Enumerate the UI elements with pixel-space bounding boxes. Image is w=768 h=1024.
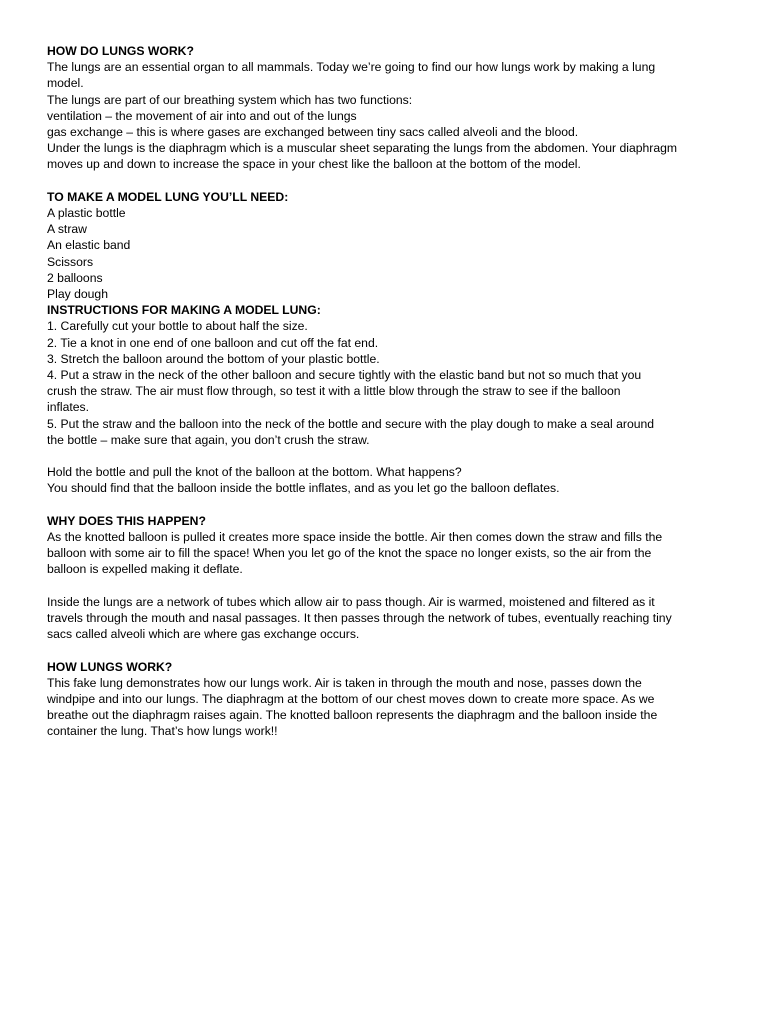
material-item: 2 balloons <box>47 270 103 285</box>
material-item: A straw <box>47 222 87 237</box>
material-item: A plastic bottle <box>47 206 126 221</box>
instruction-line: 2. Tie a knot in one end of one balloon and cut off the fat end. <box>47 335 379 350</box>
inside-line: travels through the mouth and nasal passages. It then passes through the network of tubes, eventually reaching tiny <box>47 611 672 626</box>
document-page <box>47 43 727 740</box>
test-line: Hold the bottle and pull the knot of the balloon at the bottom. What happens? <box>47 465 462 480</box>
how-line: windpipe and into our lungs. The diaphragm at the bottom of our chest moves down to create more space. As we <box>47 692 655 707</box>
heading-why-does-this-happen: WHY DOES THIS HAPPEN? <box>47 513 206 528</box>
why-line: As the knotted balloon is pulled it creates more space inside the bottle. Air then comes down the straw and fills the <box>47 530 663 545</box>
instruction-line: 5. Put the straw and the balloon into the neck of the bottle and secure with the play dough to make a seal around <box>47 416 655 431</box>
intro-line: Under the lungs is the diaphragm which is a muscular sheet separating the lungs from the abdomen. Your diaphragm <box>47 141 678 156</box>
instruction-line: inflates. <box>47 400 90 415</box>
how-line: breathe out the diaphragm raises again. The knotted balloon represents the diaphragm and the balloon inside the <box>47 708 658 723</box>
why-line: balloon is expelled making it deflate. <box>47 562 243 577</box>
instruction-line: crush the straw. The air must flow through, so test it with a little blow through the straw to see if the balloon <box>47 384 621 399</box>
intro-line: model. <box>47 76 84 91</box>
heading-instructions: INSTRUCTIONS FOR MAKING A MODEL LUNG: <box>47 303 321 318</box>
heading-how-lungs-work: HOW LUNGS WORK? <box>47 659 173 674</box>
paragraph-gap <box>47 578 727 594</box>
instruction-line: 3. Stretch the balloon around the bottom of your plastic bottle. <box>47 351 380 366</box>
inside-line: Inside the lungs are a network of tubes which allow air to pass though. Air is warmed, moistened and filtered as it <box>47 594 655 609</box>
material-item: Scissors <box>47 254 94 269</box>
material-item: An elastic band <box>47 238 131 253</box>
instruction-line: 4. Put a straw in the neck of the other balloon and secure tightly with the elastic band but not so much that you <box>47 368 642 383</box>
material-item: Play dough <box>47 287 108 302</box>
how-line: This fake lung demonstrates how our lungs work. Air is taken in through the mouth and nose, passes down the <box>47 675 642 690</box>
paragraph-gap <box>47 173 727 189</box>
inside-line: sacs called alveoli which are where gas exchange occurs. <box>47 627 360 642</box>
intro-line: The lungs are an essential organ to all mammals. Today we’re going to find our how lungs work by making a lung <box>47 60 656 75</box>
instruction-line: 1. Carefully cut your bottle to about half the size. <box>47 319 308 334</box>
intro-line: gas exchange – this is where gases are exchanged between tiny sacs called alveoli and the blood. <box>47 125 579 140</box>
paragraph-gap <box>47 642 727 658</box>
intro-line: moves up and down to increase the space in your chest like the balloon at the bottom of the model. <box>47 157 581 172</box>
heading-how-do-lungs-work: HOW DO LUNGS WORK? <box>47 44 194 58</box>
why-line: balloon with some air to fill the space! When you let go of the knot the space no longer exists, so the air from the <box>47 546 652 561</box>
heading-materials: TO MAKE A MODEL LUNG YOU’LL NEED: <box>47 189 289 204</box>
paragraph-gap <box>47 497 727 513</box>
instruction-line: the bottle – make sure that again, you don’t crush the straw. <box>47 432 370 447</box>
how-line: container the lung. That’s how lungs work!! <box>47 724 278 739</box>
test-line: You should find that the balloon inside the bottle inflates, and as you let go the balloon deflates. <box>47 481 560 496</box>
intro-line: The lungs are part of our breathing system which has two functions: <box>47 92 413 107</box>
paragraph-gap <box>47 448 727 464</box>
intro-line: ventilation – the movement of air into and out of the lungs <box>47 108 357 123</box>
